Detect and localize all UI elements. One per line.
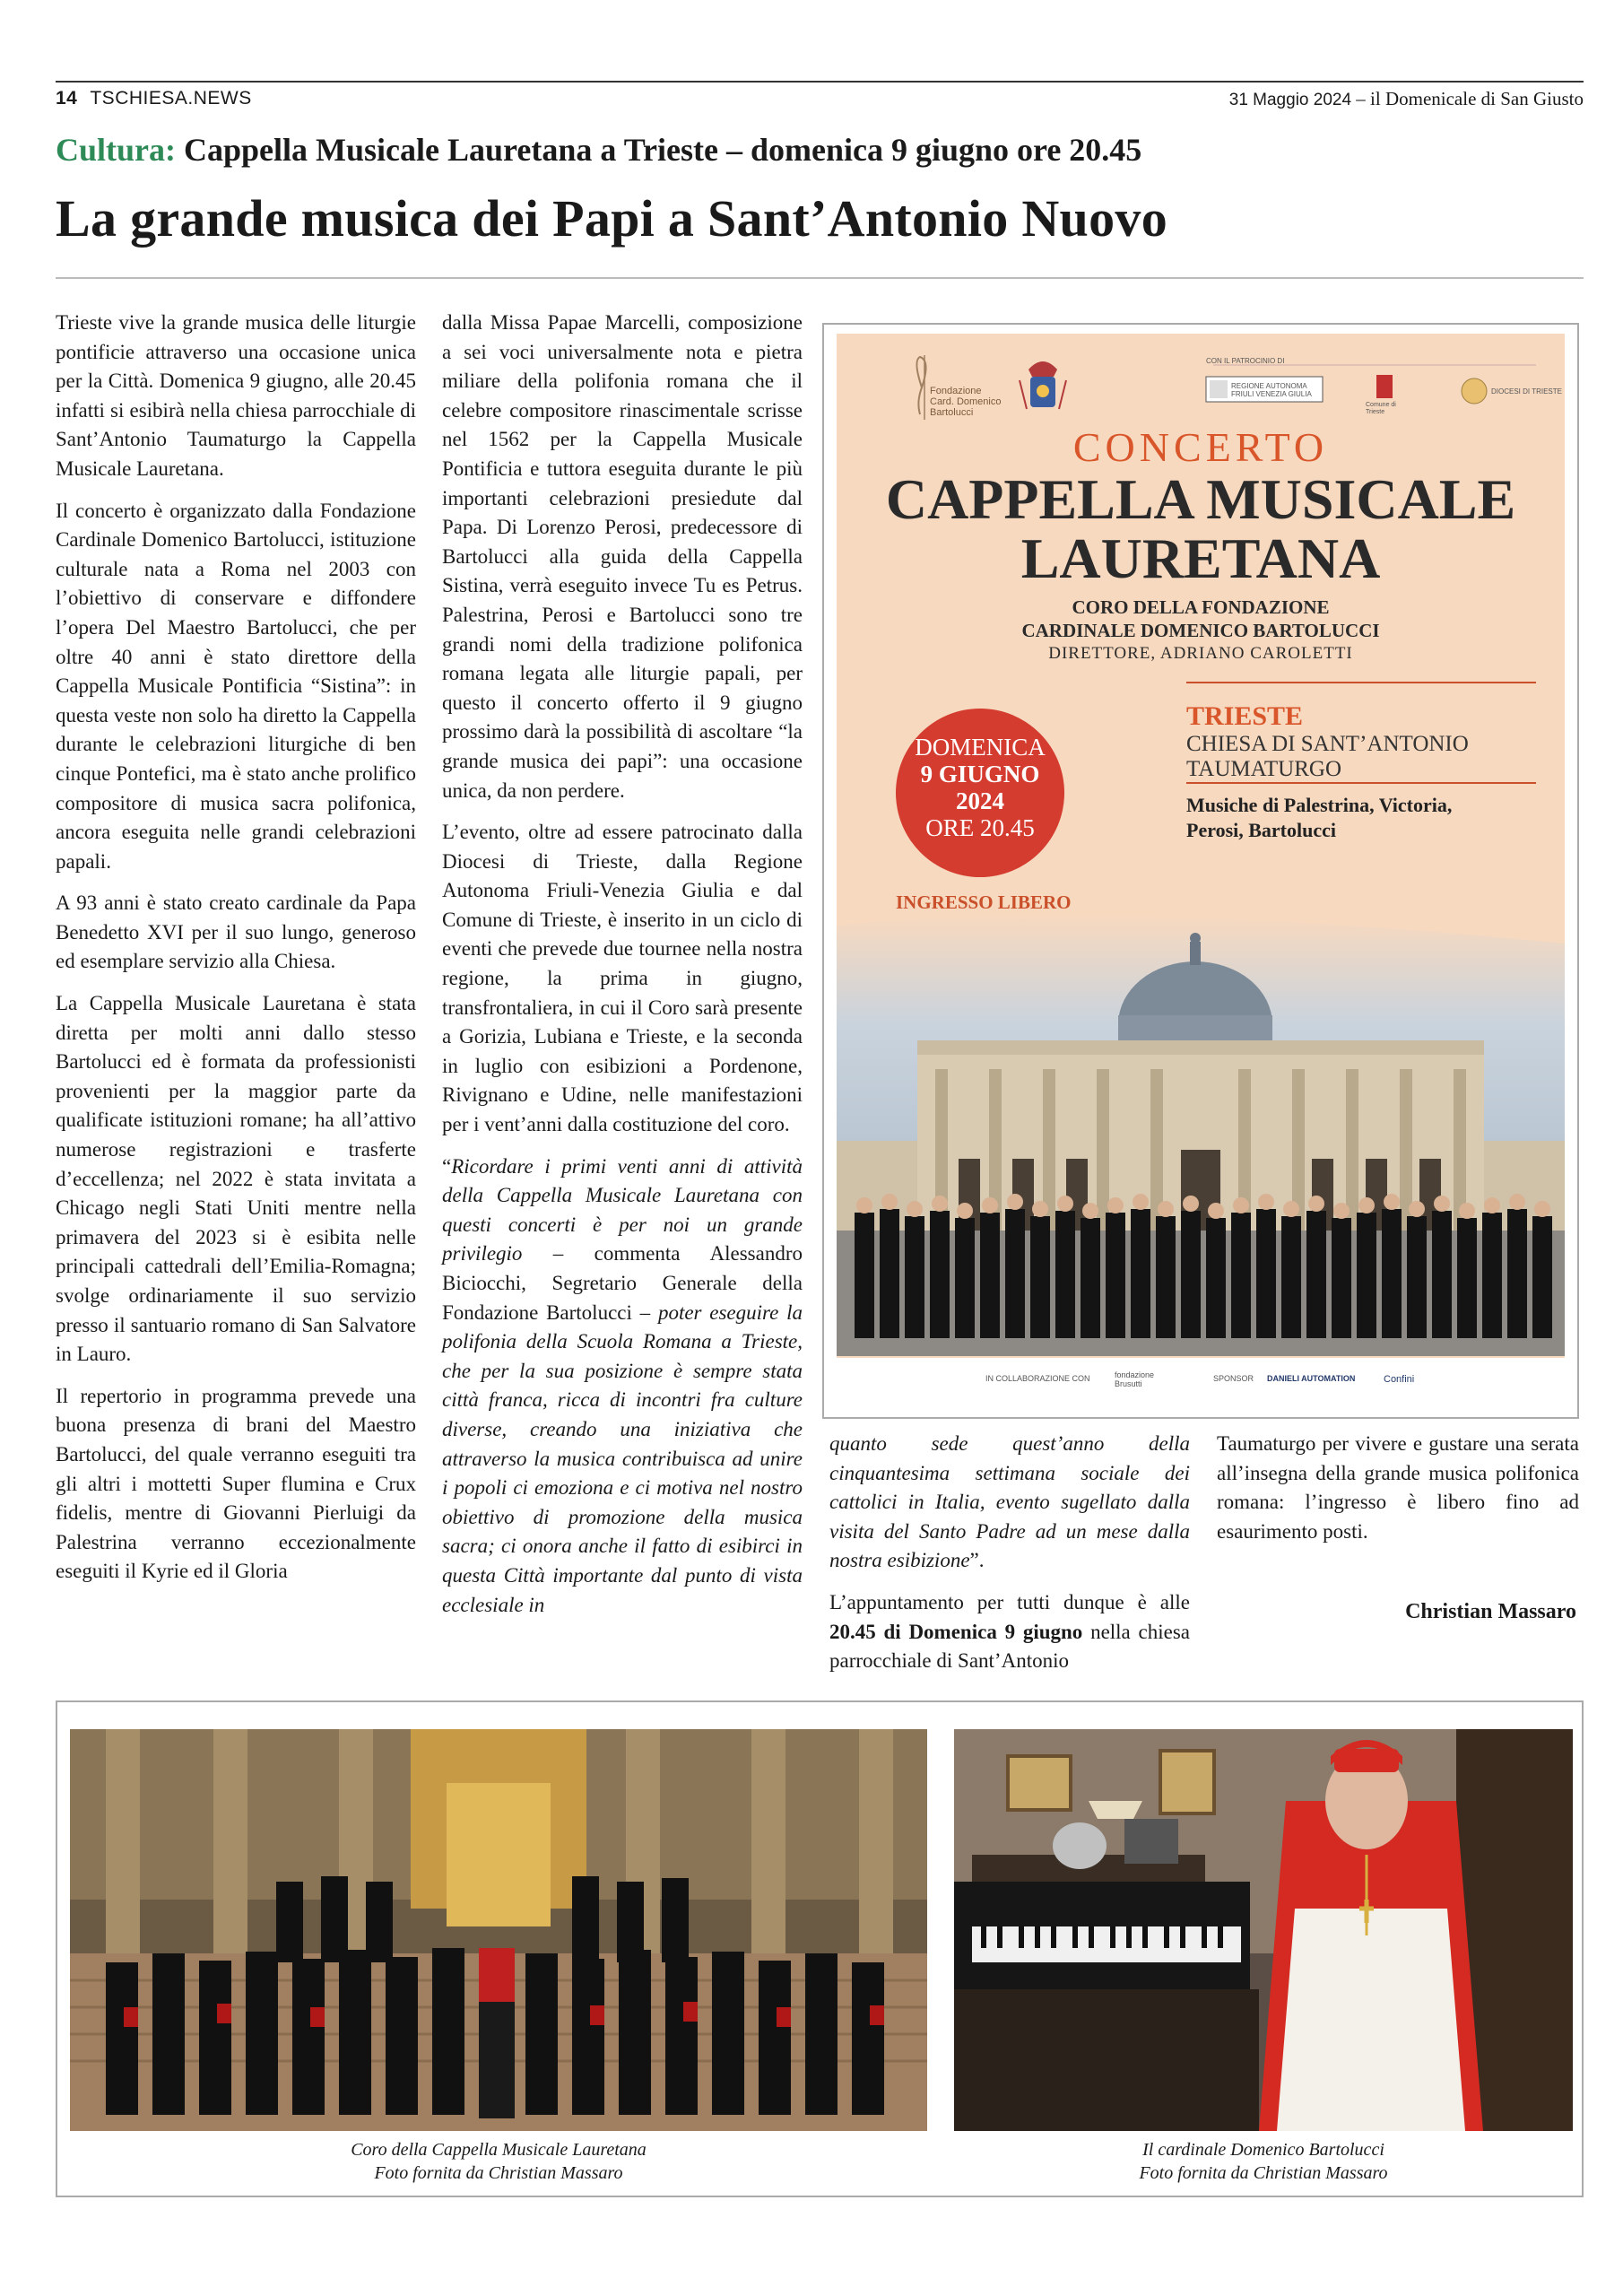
patrocinio-label: CON IL PATROCINIO DI [1206,357,1285,365]
section-label: Cultura: [56,132,176,168]
caption-2-line-2: Foto fornita da Christian Massaro [1139,2163,1388,2183]
poster-musiche [1186,793,1452,843]
concert-poster-frame [822,323,1579,1419]
poster-title-line2: LAURETANA [1020,526,1381,590]
choir-church-photo [70,1729,927,2131]
kicker-text: Cappella Musicale Lauretana a Trieste – domenica 9 giugno ore 20.45 [184,132,1142,168]
quote-continuation [829,1430,1190,1576]
poster-ingresso: INGRESSO LIBERO [896,891,1072,913]
header-left [56,88,252,109]
headline-divider [56,277,1584,279]
paragraph: Il repertorio in programma prevede una buona presenza di brani del Maestro Bartolucci, del quale verranno eseguiti tra gli altri i mottetti Super flumina e Crux fidelis, mentre di Giovanni Pierluigi da Palestrina verranno eccezionalmente eseguiti il Kyrie ed il Gloria [56,1384,416,1583]
poster-city: TRIESTE [1186,701,1304,731]
poster-musiche-line1: Musiche di Palestrina, Victoria, [1186,794,1453,816]
collab-label: IN COLLABORAZIONE CON [985,1374,1090,1383]
photo-gallery [56,1700,1584,2197]
article-column-2 [442,309,803,1632]
appointment-text-a: L’appuntamento per tutti dunque è alle [829,1590,1190,1613]
photo-caption-1 [70,2138,927,2185]
paragraph: A 93 anni è stato creato cardinale da Papa Benedetto XVI per il suo lungo, generoso ed esemplare servizio alla Chiesa. [56,891,416,973]
collab-fondazione: fondazione Brusutti [1115,1370,1155,1388]
poster-musiche-line2: Perosi, Bartolucci [1186,819,1336,841]
quote-paragraph [442,1152,803,1621]
sponsor-label: SPONSOR [1213,1374,1254,1383]
issue-name: il Domenicale di San Giusto [1370,88,1584,109]
poster-time: ORE 20.45 [925,814,1035,841]
poster-title-line1: CAPPELLA MUSICALE [885,467,1516,531]
quote-open: “ [442,1154,452,1178]
poster-concerto: CONCERTO [1072,424,1329,470]
poster-date: 9 GIUGNO [920,761,1040,787]
poster-chiesa [1186,732,1469,782]
poster-chiesa-line2: TAUMATURGO [1186,757,1341,781]
poster-year: 2024 [956,787,1004,814]
article-column-3 [829,1430,1190,1689]
article-kicker [56,131,1141,169]
header-separator: – [1351,88,1371,109]
poster-divider-mid [1186,782,1536,784]
patrocinio-regione: REGIONE AUTONOMA FRIULI VENEZIA GIULIA [1231,382,1312,398]
poster-day: DOMENICA [915,734,1046,761]
caption-2-line-1: Il cardinale Domenico Bartolucci [1142,2140,1384,2160]
quote-part-c: quanto sede quest’anno della cinquantesima settimana sociale dei cattolici in Italia, evento sugellato dalla visita del Santo Padre ad un mese dalla nostra esibizione [829,1432,1190,1572]
paragraph: Taumaturgo per vivere e gustare una serata all’insegna della grande musica polifonica romana: l’ingresso è libero fino ad esaurimento posti. [1217,1432,1579,1543]
article-column-1 [56,309,416,1599]
appointment-text-b: nella chiesa parrocchiale di Sant’Antonio [829,1620,1190,1673]
poster-divider-top [1186,682,1536,683]
quote-close: ”. [969,1549,985,1572]
photo-caption-2 [954,2138,1573,2185]
header-right [1229,88,1584,110]
quote-part-b: poter eseguire la polifonia della Scuola Romana a Trieste, che per la sua posizione è sempre stata città franca, ricca di incontri fra culture diverse, creando una iniziativa che attraverso la musica contribuisca ad unire i popoli ci emoziona e ci motiva nel nostro obiettivo di promozione della musica sacra; ci onora anche il fatto di esibirci in questa Città importante dal punto di vista ecclesiale in [442,1300,803,1616]
paragraph: L’evento, oltre ad essere patrocinato dalla Diocesi di Trieste, dalla Regione Autonoma Friuli-Venezia Giulia e dal Comune di Trieste, è inserito in un ciclo di eventi che prevede due tournee nella nostra regione, la prima in giugno, transfrontaliera, in cui il Coro sarà presente a Gorizia, Lubiana e Trieste, e la seconda in luglio con esibizioni a Pordenone, Rivignano e Udine, nelle manifestazioni per i vent’anni dalla costituzione del coro. [442,821,803,1136]
poster-coro-line1: CORO DELLA FONDAZIONE [1072,596,1330,618]
concert-poster [837,334,1565,1403]
paragraph: Il concerto è organizzato dalla Fondazione Cardinale Domenico Bartolucci, istituzione culturale nata a Roma nel 2003 con l’obiettivo di conservare e diffondere l’opera Del Maestro Bartolucci, che per oltre 40 anni è stato direttore della Cappella Musicale Pontificia “Sistina”: in questa veste non solo ha diretto la Cappella durante le celebrazioni liturgiche di ben cinque Pontefici, ma è stato anche prolifico compositore di musica sacra polifonica, ancora eseguita nelle grandi celebrazioni papali. [56,499,416,873]
sponsor-danieli: DANIELI AUTOMATION [1267,1374,1356,1383]
sponsor-confini: Confini [1384,1374,1415,1385]
paragraph: Trieste vive la grande musica delle liturgie pontificie attraverso una occasione unica per la Città. Domenica 9 giugno, alle 20.45 infatti si esibirà nella chiesa parrocchiale di Sant’Antonio Taumaturgo la Cappella Musicale Lauretana. [56,311,416,480]
author-byline: Christian Massaro [1405,1600,1576,1623]
page-number: 14 [56,88,78,109]
article-headline: La grande musica dei Papi a Sant’Antonio Nuovo [56,189,1168,248]
basilica-choir-photo [837,917,1565,1356]
paragraph [829,1588,1190,1676]
quote-attribution: – commenta Alessandro Biciocchi, Segretario Generale della Fondazione Bartolucci – [442,1242,803,1324]
appointment-time: 20.45 di Domenica 9 giugno [829,1620,1083,1643]
poster-footer [837,1358,1565,1403]
caption-1-line-1: Coro della Cappella Musicale Lauretana [351,2140,647,2160]
poster-date-circle [896,709,1064,877]
poster-direttore: DIRETTORE, ADRIANO CAROLETTI [1048,644,1353,663]
quote-part-a: Ricordare i primi venti anni di attività della Cappella Musicale Lauretana con questi concerti è per noi un grande privilegio [442,1154,803,1265]
patrocinio-diocesi: DIOCESI DI TRIESTE [1491,387,1562,396]
cardinal-bartolucci-photo [954,1729,1573,2131]
poster-coro-line2: CARDINALE DOMENICO BARTOLUCCI [1021,620,1380,641]
paragraph: La Cappella Musicale Lauretana è stata diretta per molti anni dallo stesso Bartolucci ed è formata da professionisti provenienti per la maggior parte da qualificate istituzioni romane; ha all’attivo numerose registrazioni e trasferte d’eccellenza; nel 2022 è stata invitata a Chicago negli Stati Uniti mentre nella primavera del 2023 si è esibita nelle principali cattedrali dell’Emilia-Romagna; svolge ordinariamente il suo servizio presso il santuario romano di San Salvatore in Lauro. [56,992,416,1366]
article-column-4 [1217,1430,1579,1559]
poster-logos [837,334,1565,432]
issue-date: 31 Maggio 2024 [1228,91,1352,109]
patrocinio-comune: Comune di Trieste [1366,402,1396,415]
caption-1-line-2: Foto fornita da Christian Massaro [374,2163,623,2183]
poster-chiesa-line1: CHIESA DI SANT’ANTONIO [1186,732,1469,756]
page-header [56,81,1584,111]
paragraph: dalla Missa Papae Marcelli, composizione a sei voci universalmente nota e pietra miliare della polifonia romana che il celebre compositore rinascimentale scrisse nel 1562 per la Cappella Musicale Pontificia e tuttora eseguita durante le più importanti celebrazioni presiedute dal Papa. Di Lorenzo Perosi, predecessore di Bartolucci alla guida della Cappella Sistina, verrà eseguito invece Tu es Petrus. Palestrina, Perosi e Bartolucci sono tre grandi nomi della tradizione polifonica romana legata alle liturgie papali, per questo il concerto offerto il 9 giugno prossimo darà la possibilità di ascoltare “la grande musica dei papi”: una occasione unica, da non perdere. [442,311,803,802]
publication-name: TSCHIESA.NEWS [90,88,252,109]
coat-of-arms-icon [1020,361,1066,409]
fondazione-logo-text: Fondazione Card. Domenico Bartolucci [930,386,1002,418]
